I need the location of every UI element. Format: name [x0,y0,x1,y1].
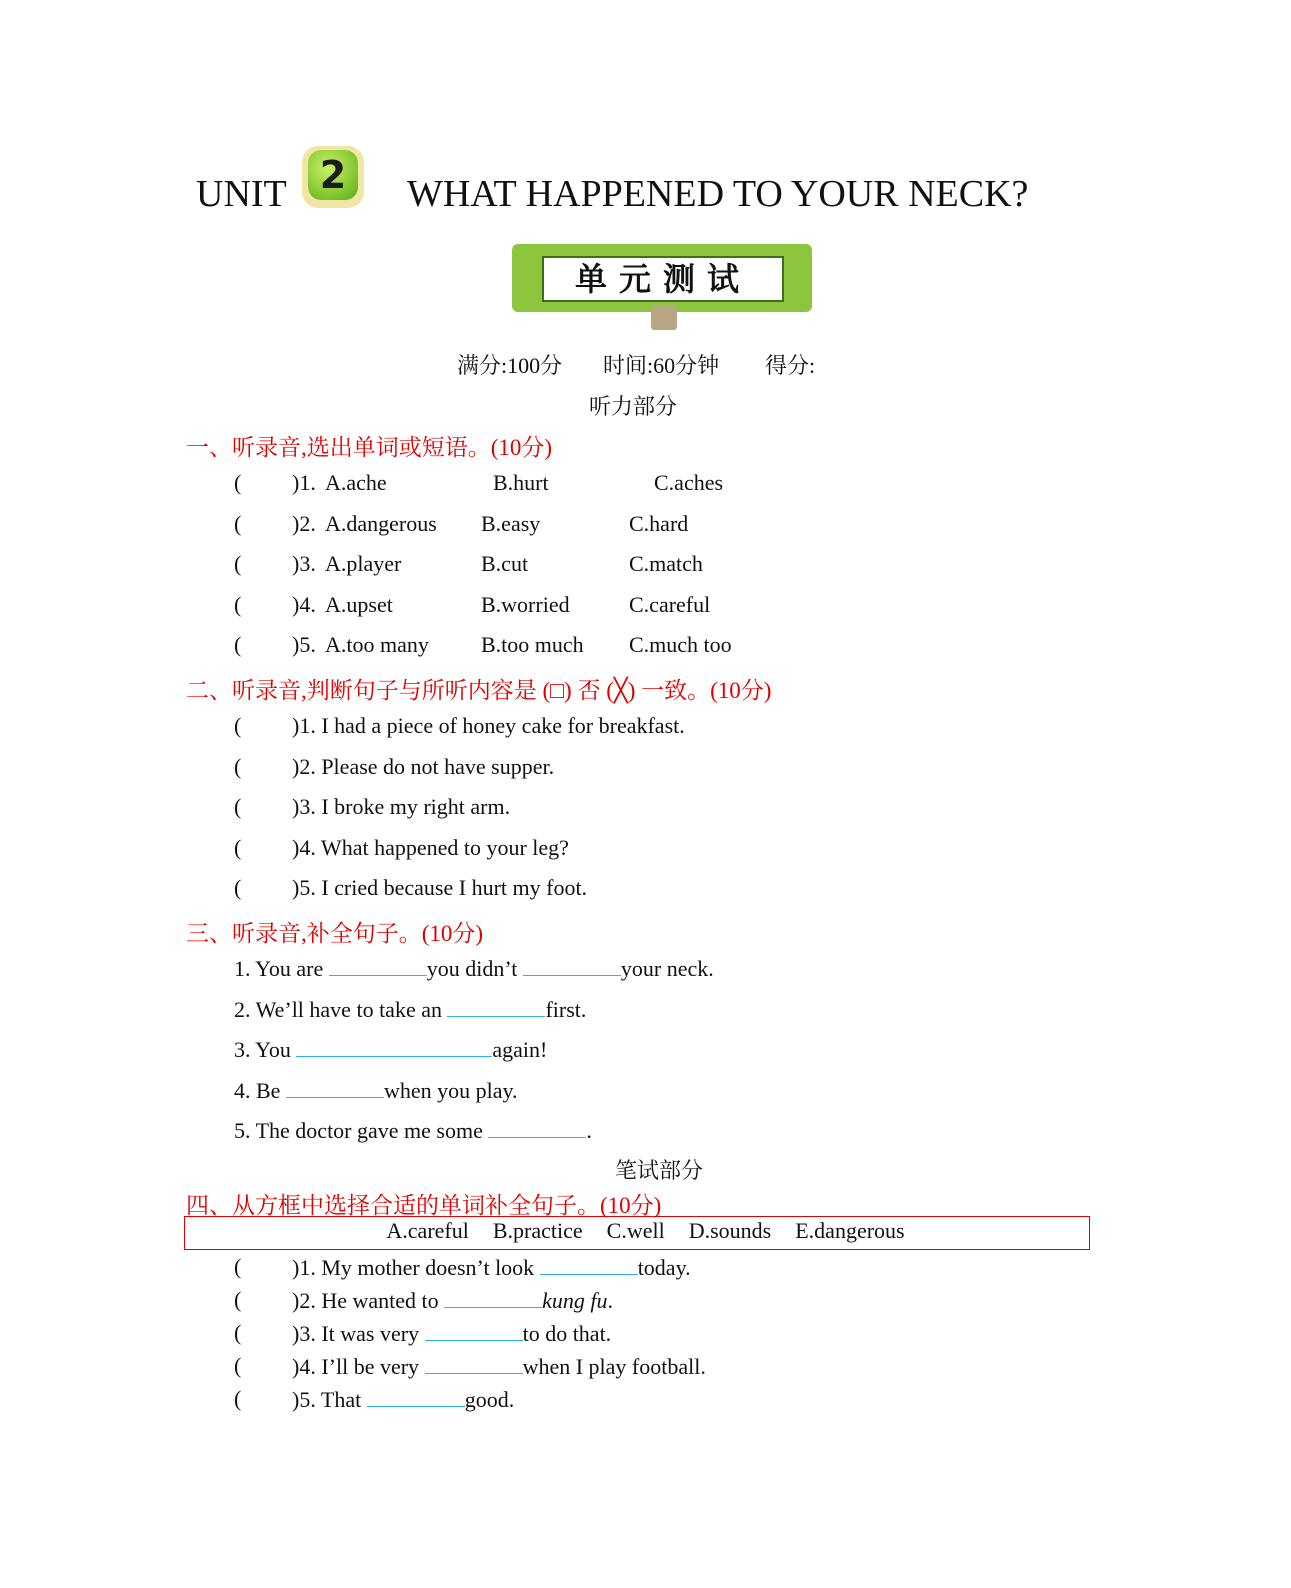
test-banner [512,244,812,312]
answer-blank[interactable] [523,955,621,976]
answer-blank[interactable] [367,1386,465,1407]
option-a: A.too many [325,632,429,657]
word-options [0,1218,1291,1244]
paren: ( [234,875,242,900]
banner-post-icon [651,306,677,330]
answer-blank[interactable] [286,1077,384,1098]
option-a: A.player [325,551,402,576]
word-option: C.well [606,1218,665,1243]
paren: ( [234,1287,242,1312]
answer-blank[interactable] [425,1320,523,1341]
paren: ( [234,794,242,819]
sentence: )4. What happened to your leg? [292,835,569,860]
paren: ( [234,713,242,738]
paren: ( [234,511,242,536]
banner-box [542,256,784,302]
answer-blank[interactable] [447,996,545,1017]
time-limit: 时间:60分钟 [603,353,720,378]
sentence: )1. I had a piece of honey cake for breakfast. [292,713,685,738]
paren: ( [234,754,242,779]
banner-text: 单元测试 [574,260,751,298]
option-b: B.hurt [493,470,549,495]
option-b: B.worried [481,592,570,617]
answer-blank[interactable] [329,955,427,976]
word-option: D.sounds [688,1218,772,1243]
listening-heading: 听力部分 [589,394,678,419]
section3-item-4: 4. Be when you play. [234,1078,518,1103]
answer-blank[interactable] [296,1036,492,1057]
option-b: B.easy [481,511,541,536]
paren: ( [234,835,242,860]
item-number: )1. [292,470,316,495]
section3-item-2: 2. We’ll have to take an first. [234,997,587,1022]
paren: ( [234,1353,242,1378]
sentence: )2. Please do not have supper. [292,754,555,779]
item-number: )4. [292,592,316,617]
unit-word: UNIT [196,173,287,215]
section3-item-5: 5. The doctor gave me some . [234,1118,592,1143]
paren: ( [234,551,242,576]
section3-title: 三、听录音,补全句子。(10分) [186,921,484,946]
item-number: )2. [292,511,316,536]
answer-blank[interactable] [540,1254,638,1275]
paren: ( [234,592,242,617]
paren: ( [234,1320,242,1345]
option-a: A.ache [325,470,387,495]
option-c: C.aches [654,470,724,495]
option-c: C.careful [629,592,711,617]
unit-number: 2 [308,150,358,200]
section3-item-3: 3. You again! [234,1037,548,1062]
option-c: C.hard [629,511,689,536]
word-option: B.practice [492,1218,583,1243]
option-a: A.dangerous [325,511,437,536]
answer-blank[interactable] [488,1117,586,1138]
section2-title: 二、听录音,判断句子与所听内容是 (□) 否 (╳) 一致。(10分) [186,678,772,703]
paren: ( [234,632,242,657]
paren: ( [234,470,242,495]
paren: ( [234,1254,242,1279]
word-option: E.dangerous [795,1218,905,1243]
option-b: B.too much [481,632,584,657]
item-number: )3. [292,551,316,576]
unit-title: WHAT HAPPENED TO YOUR NECK? [407,173,1029,215]
paren: ( [234,1386,242,1411]
sentence: )5. I cried because I hurt my foot. [292,875,588,900]
unit-number-badge [302,146,364,208]
score-field: 得分: [765,353,816,378]
answer-blank[interactable] [444,1287,542,1308]
answer-blank[interactable] [425,1353,523,1374]
option-c: C.much too [629,632,732,657]
item-number: )5. [292,632,316,657]
option-c: C.match [629,551,703,576]
writing-heading: 笔试部分 [615,1158,704,1183]
option-a: A.upset [325,592,393,617]
word-option: A.careful [386,1218,469,1243]
section1-title: 一、听录音,选出单词或短语。(10分) [186,435,553,460]
section4-title: 四、从方框中选择合适的单词补全句子。(10分) [186,1193,662,1218]
sentence: )3. I broke my right arm. [292,794,511,819]
option-b: B.cut [481,551,529,576]
section3-item-1: 1. You are you didn’t your neck. [234,956,714,981]
full-score: 满分:100分 [457,353,563,378]
